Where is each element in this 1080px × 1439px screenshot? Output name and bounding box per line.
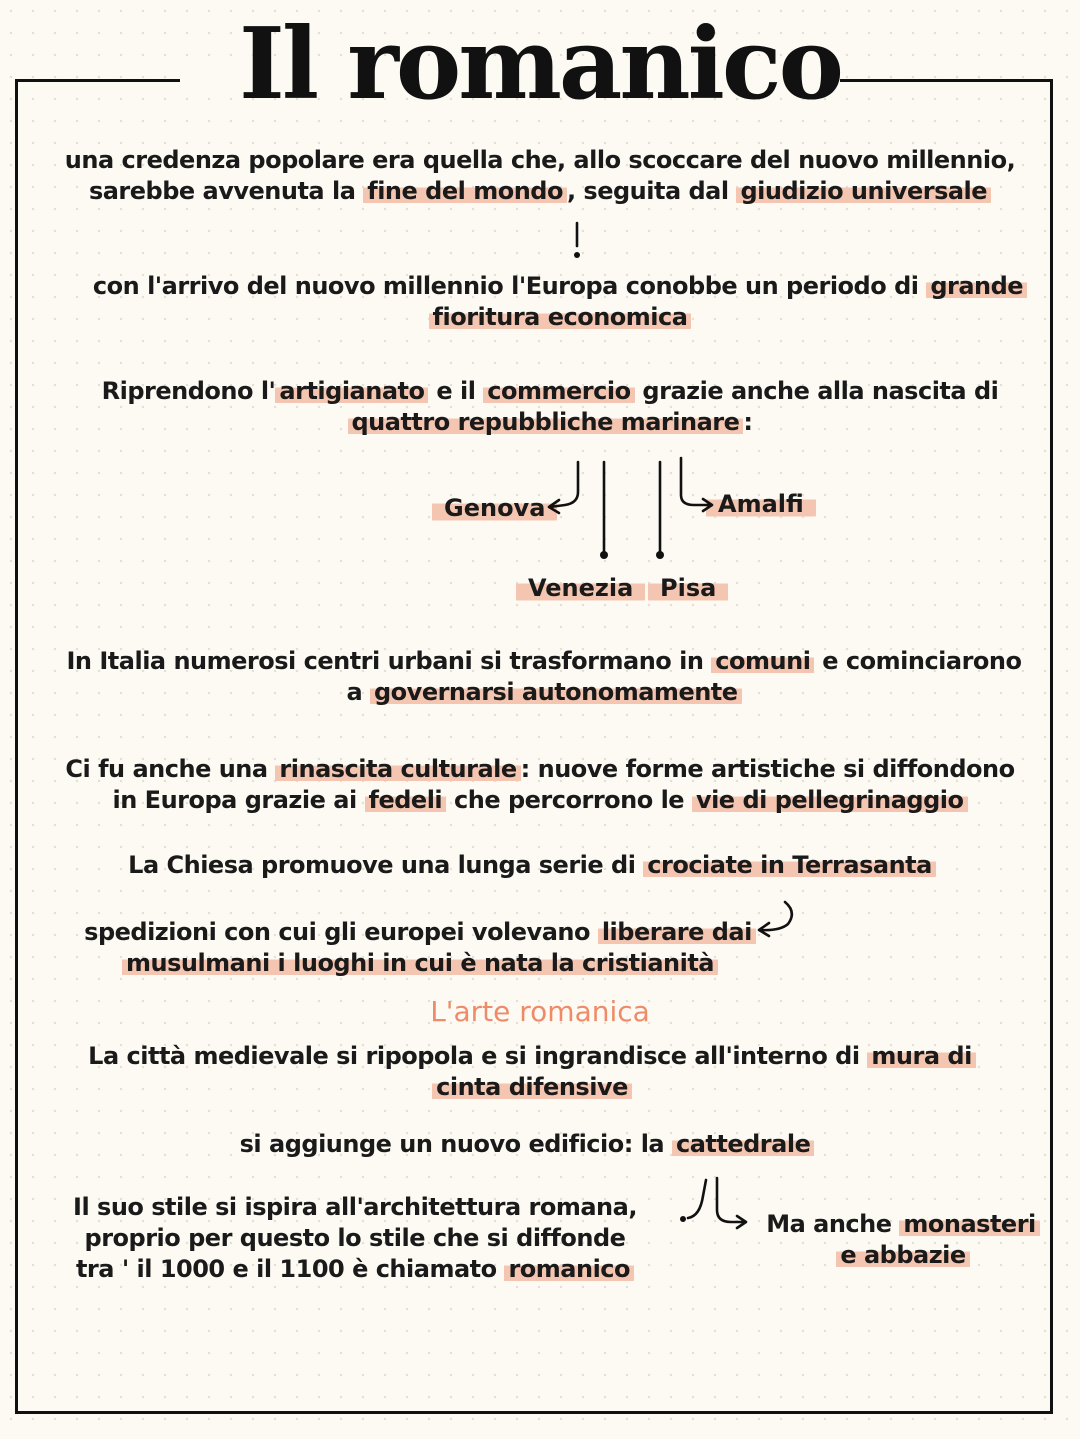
text: con l'arrivo del nuovo millennio l'Europa conobbe un periodo di (92, 272, 927, 300)
highlight-rinascita-culturale: rinascita culturale (275, 755, 520, 783)
text: Riprendono l' (101, 377, 276, 405)
highlight-giudizio-universale: giudizio universale (736, 177, 991, 205)
text: una credenza popolare era quella che, allo scoccare del nuovo millennio, (64, 146, 1016, 174)
highlight-crociate: crociate in Terrasanta (643, 851, 936, 879)
text: in Europa grazie ai (112, 786, 365, 814)
text: tra ' il 1000 e il 1100 è chiamato (75, 1255, 505, 1283)
highlight-comuni: comuni (711, 647, 814, 675)
highlight-liberare-dai: liberare dai (598, 918, 756, 946)
highlight-cattedrale: cattedrale (672, 1130, 814, 1158)
highlight-repubbliche-marinare: quattro repubbliche marinare (348, 408, 744, 436)
text: In Italia numerosi centri urbani si trasformano in (66, 647, 712, 675)
text: Ma anche (766, 1210, 900, 1238)
page-title: Il romanico (239, 7, 841, 122)
highlight-fine-del-mondo: fine del mondo (363, 177, 567, 205)
text: : (743, 408, 753, 436)
republic-amalfi: Amalfi (706, 489, 816, 519)
highlight-e-abbazie: e abbazie (836, 1241, 969, 1269)
fork-dot (680, 1216, 686, 1222)
text: La città medievale si ripopola e si ingrandisce all'interno di (88, 1042, 868, 1070)
republic-venezia: Venezia (516, 573, 645, 603)
highlight-commercio: commercio (483, 377, 634, 405)
arrow-to-expeditions (759, 902, 792, 936)
arrow-cathedral-fork (688, 1178, 746, 1228)
text: Il suo stile si ispira all'architettura romana, (73, 1193, 637, 1221)
text: La Chiesa promuove una lunga serie di (128, 851, 644, 879)
text: spedizioni con cui gli europei volevano (84, 918, 598, 946)
text: a (346, 678, 370, 706)
text: e cominciarono (814, 647, 1022, 675)
text: grazie anche alla nascita di (634, 377, 999, 405)
text: sarebbe avvenuta la (88, 177, 364, 205)
highlight-vie-di-pellegrinaggio: vie di pellegrinaggio (692, 786, 968, 814)
highlight-fedeli: fedeli (365, 786, 447, 814)
highlight-musulmani-luoghi: musulmani i luoghi in cui è nata la cristianità (122, 949, 718, 977)
highlight-grande: grande (926, 272, 1027, 300)
text: che percorrono le (446, 786, 692, 814)
republic-genova: Genova (432, 493, 557, 523)
text: : nuove forme artistiche si diffondono (520, 755, 1015, 783)
arrowhead-venezia (600, 551, 608, 559)
text: proprio per questo lo stile che si diffonde (84, 1224, 626, 1252)
republic-pisa: Pisa (648, 573, 728, 603)
highlight-romanico: romanico (504, 1255, 634, 1283)
highlight-artigianato: artigianato (275, 377, 428, 405)
text: si aggiunge un nuovo edificio: la (239, 1130, 672, 1158)
arrow-to-genova (549, 462, 578, 513)
exclamation-dot (574, 252, 580, 258)
highlight-monasteri: monasteri (899, 1210, 1039, 1238)
highlight-fioritura-economica: fioritura economica (429, 303, 692, 331)
arrow-to-amalfi (681, 458, 712, 511)
section-subtitle: L'arte romanica (430, 995, 650, 1028)
highlight-mura-di: mura di (867, 1042, 975, 1070)
highlight-cinta-difensive: cinta difensive (432, 1073, 632, 1101)
text: Ci fu anche una (65, 755, 276, 783)
highlight-governarsi-autonomamente: governarsi autonomamente (370, 678, 742, 706)
arrowhead-pisa (656, 551, 664, 559)
text: e il (428, 377, 484, 405)
text: , seguita dal (566, 177, 737, 205)
